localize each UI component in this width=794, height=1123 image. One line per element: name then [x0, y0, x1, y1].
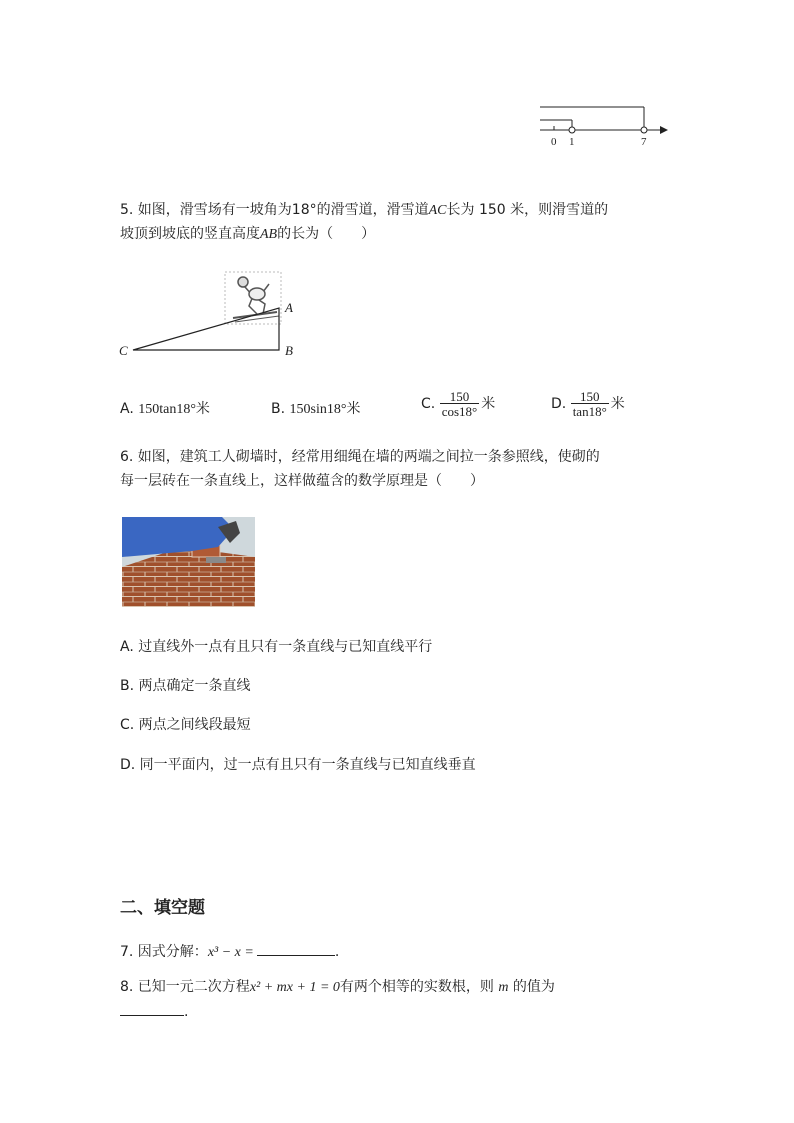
q5-var-ab: AB — [260, 227, 278, 242]
q5-option-c-numerator: 150 — [449, 389, 470, 404]
q5-option-d-unit: 米 — [610, 396, 625, 412]
q5-option-a-text: 150tan18°米 — [138, 402, 210, 417]
tick-label-1: 1 — [569, 136, 575, 148]
q8-tail: 的值为 — [512, 979, 555, 995]
q5-text-1-tail: 长为 150 米，则滑雪道的 — [446, 202, 609, 218]
tick-label-7: 7 — [641, 136, 647, 148]
q5-option-c-fraction — [440, 390, 480, 418]
q5-text-2-tail: 的长为（ ） — [277, 226, 376, 242]
q5-option-d-numerator: 150 — [579, 389, 600, 404]
tick-label-0: 0 — [551, 136, 557, 148]
number-line-figure — [530, 98, 670, 150]
q7-expression: x³ − x = — [207, 945, 254, 960]
q6-option-b: B. 两点确定一条直线 — [120, 678, 251, 694]
q5-option-a — [120, 399, 210, 420]
label-a: A — [285, 300, 293, 315]
q5-option-d — [551, 390, 625, 418]
q8-line-1 — [120, 977, 555, 998]
q6-option-c: C. 两点之间线段最短 — [120, 717, 251, 733]
brick-wall-photo — [122, 517, 255, 607]
q8-answer-blank — [120, 1001, 184, 1016]
q5-option-c-unit: 米 — [481, 396, 496, 412]
q5-option-c — [421, 390, 495, 418]
q5-option-d-fraction — [571, 390, 609, 418]
q5-option-c-denominator: cos18° — [441, 404, 478, 419]
section-title: 二、填空题 — [120, 898, 205, 918]
q8-line-2 — [120, 1001, 188, 1022]
q6-line-1: 6. 如图，建筑工人砌墙时，经常用细绳在墙的两端之间拉一条参照线，使砌的 — [120, 449, 600, 465]
q5-var-ac: AC — [428, 203, 447, 218]
skier-icon — [233, 277, 279, 322]
q5-option-d-denominator: tan18° — [572, 404, 607, 419]
label-c: C — [119, 343, 128, 358]
q7-end: . — [334, 944, 340, 960]
q5-text-1: 5. 如图，滑雪场有一坡角为18°的滑雪道，滑雪道 — [120, 202, 429, 218]
ski-slope-figure — [115, 270, 305, 365]
q8-equation: x² + mx + 1 = 0 — [249, 980, 340, 995]
q6-option-d: D. 同一平面内，过一点有且只有一条直线与已知直线垂直 — [120, 757, 476, 773]
q5-option-b-label: B. — [271, 401, 286, 417]
q8-head: 8. 已知一元二次方程 — [120, 979, 250, 995]
q5-option-d-label: D. — [551, 396, 567, 412]
q5-text-2: 坡顶到坡底的竖直高度 — [120, 226, 260, 242]
q6-option-a: A. 过直线外一点有且只有一条直线与已知直线平行 — [120, 639, 433, 655]
q5-line-1 — [120, 200, 608, 221]
q8-variable: m — [498, 980, 509, 995]
q8-end: . — [184, 1004, 189, 1020]
q7-line — [120, 941, 339, 963]
q6-line-2: 每一层砖在一条直线上，这样做蕴含的数学原理是（ ） — [120, 473, 484, 489]
q8-mid: 有两个相等的实数根，则 — [339, 979, 494, 995]
q5-option-b-text: 150sin18°米 — [289, 402, 361, 417]
q5-option-c-label: C. — [421, 396, 436, 412]
q5-option-b — [271, 399, 360, 420]
q7-answer-blank — [257, 941, 335, 956]
label-b: B — [285, 343, 293, 358]
q5-option-a-label: A. — [120, 401, 134, 417]
q5-line-2 — [120, 224, 375, 245]
q7-label: 7. 因式分解： — [120, 944, 208, 960]
